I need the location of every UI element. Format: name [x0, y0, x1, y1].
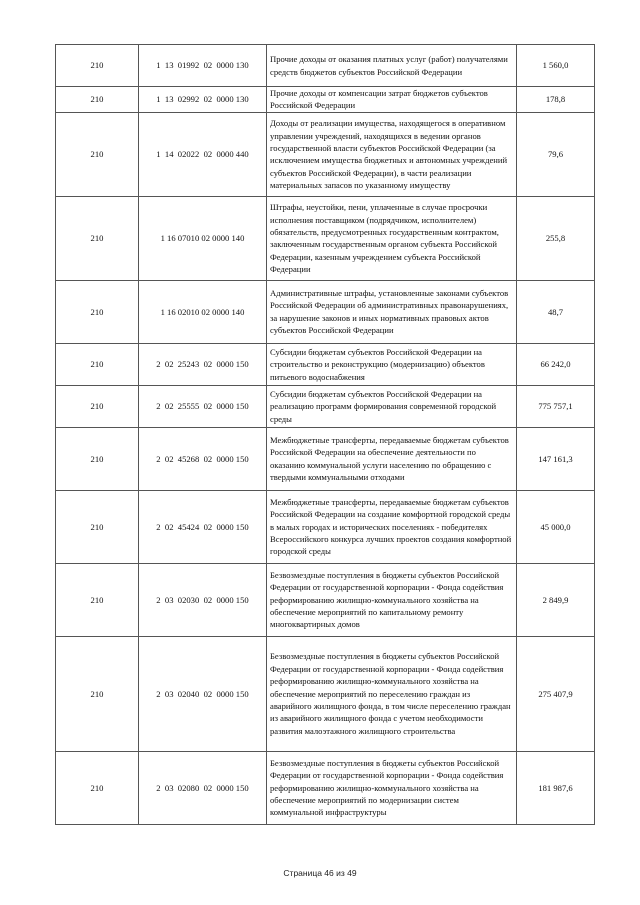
description-cell: Прочие доходы от оказания платных услуг (работ) получателями средств бюджетов субъектов Российской Федерации	[267, 45, 517, 87]
table-row	[56, 385, 595, 427]
amount-cell: 147 161,3	[517, 427, 595, 490]
budget-code-cell: 1 16 02010 02 0000 140	[139, 280, 267, 343]
table-row	[56, 87, 595, 113]
description-cell: Межбюджетные трансферты, передаваемые бюджетам субъектов Российской Федерации на создание комфортной городской среды в малых городах и исторических поселениях - победителях Всероссийского конкурса лучших проектов создания комфортной городской среды	[267, 490, 517, 563]
admin-code-cell: 210	[56, 385, 139, 427]
table-row	[56, 343, 595, 385]
budget-code-cell: 1 14 02022 02 0000 440	[139, 112, 267, 196]
amount-cell: 2 849,9	[517, 563, 595, 636]
table-row	[56, 636, 595, 751]
description-cell: Доходы от реализации имущества, находящегося в оперативном управлении учреждений, находящихся в ведении органов государственной власти субъектов Российской Федерации (за исключением имущества бюджетных и автономных учреждений субъектов Российской Федерации), в части реализации материальных запасов по указанному имуществу	[267, 112, 517, 196]
page-footer: Страница 46 из 49	[283, 868, 357, 878]
amount-cell: 45 000,0	[517, 490, 595, 563]
description-cell: Субсидии бюджетам субъектов Российской Федерации на строительство и реконструкцию (модернизацию) объектов питьевого водоснабжения	[267, 343, 517, 385]
amount-cell: 66 242,0	[517, 343, 595, 385]
amount-cell: 79,6	[517, 112, 595, 196]
amount-cell: 178,8	[517, 87, 595, 113]
admin-code-cell: 210	[56, 427, 139, 490]
admin-code-cell: 210	[56, 490, 139, 563]
admin-code-cell: 210	[56, 196, 139, 280]
description-cell: Межбюджетные трансферты, передаваемые бюджетам субъектов Российской Федерации на обеспечение деятельности по оказанию коммунальной услуги населению по обращению с твердыми коммунальными отходами	[267, 427, 517, 490]
description-cell: Безвозмездные поступления в бюджеты субъектов Российской Федерации от государственной корпорации - Фонда содействия реформированию жилищно-коммунального хозяйства на обеспечение мероприятий по модернизации систем коммунальной инфраструктуры	[267, 751, 517, 824]
description-cell: Штрафы, неустойки, пени, уплаченные в случае просрочки исполнения поставщиком (подрядчиком, исполнителем) обязательств, предусмотренных государственным контрактом, заключенным государственным органом субъекта Российской Федерации, казенным учреждением субъекта Российской Федерации	[267, 196, 517, 280]
amount-cell: 181 987,6	[517, 751, 595, 824]
table-row	[56, 427, 595, 490]
budget-code-cell: 1 16 07010 02 0000 140	[139, 196, 267, 280]
description-cell: Административные штрафы, установленные законами субъектов Российской Федерации об административных правонарушениях, за нарушение законов и иных нормативных правовых актов субъектов Российской Федерации	[267, 280, 517, 343]
description-cell: Субсидии бюджетам субъектов Российской Федерации на реализацию программ формирования современной городской среды	[267, 385, 517, 427]
table-row	[56, 280, 595, 343]
table-row	[56, 490, 595, 563]
table-row	[56, 196, 595, 280]
admin-code-cell: 210	[56, 87, 139, 113]
description-cell: Прочие доходы от компенсации затрат бюджетов субъектов Российской Федерации	[267, 87, 517, 113]
admin-code-cell: 210	[56, 280, 139, 343]
admin-code-cell: 210	[56, 112, 139, 196]
revenue-table-body	[56, 45, 595, 825]
amount-cell: 775 757,1	[517, 385, 595, 427]
description-cell: Безвозмездные поступления в бюджеты субъектов Российской Федерации от государственной корпорации - Фонда содействия реформированию жилищно-коммунального хозяйства на обеспечение мероприятий по капитальному ремонту многоквартирных домов	[267, 563, 517, 636]
revenue-table	[55, 44, 595, 825]
budget-code-cell: 2 03 02040 02 0000 150	[139, 636, 267, 751]
budget-code-cell: 2 02 45268 02 0000 150	[139, 427, 267, 490]
amount-cell: 1 560,0	[517, 45, 595, 87]
admin-code-cell: 210	[56, 45, 139, 87]
admin-code-cell: 210	[56, 563, 139, 636]
amount-cell: 48,7	[517, 280, 595, 343]
table-row	[56, 45, 595, 87]
admin-code-cell: 210	[56, 343, 139, 385]
admin-code-cell: 210	[56, 636, 139, 751]
amount-cell: 275 407,9	[517, 636, 595, 751]
amount-cell: 255,8	[517, 196, 595, 280]
budget-code-cell: 2 03 02080 02 0000 150	[139, 751, 267, 824]
description-cell: Безвозмездные поступления в бюджеты субъектов Российской Федерации от государственной корпорации - Фонда содействия реформированию жилищно-коммунального хозяйства на обеспечение мероприятий по переселению граждан из аварийного жилищного фонда, в том числе переселению граждан из аварийного жилищного фонда с учетом необходимости развития малоэтажного жилищного строительства	[267, 636, 517, 751]
budget-code-cell: 2 02 25555 02 0000 150	[139, 385, 267, 427]
admin-code-cell: 210	[56, 751, 139, 824]
budget-code-cell: 1 13 02992 02 0000 130	[139, 87, 267, 113]
budget-code-cell: 2 02 45424 02 0000 150	[139, 490, 267, 563]
budget-code-cell: 2 02 25243 02 0000 150	[139, 343, 267, 385]
budget-code-cell: 2 03 02030 02 0000 150	[139, 563, 267, 636]
table-row	[56, 563, 595, 636]
table-row	[56, 751, 595, 824]
budget-code-cell: 1 13 01992 02 0000 130	[139, 45, 267, 87]
table-row	[56, 112, 595, 196]
